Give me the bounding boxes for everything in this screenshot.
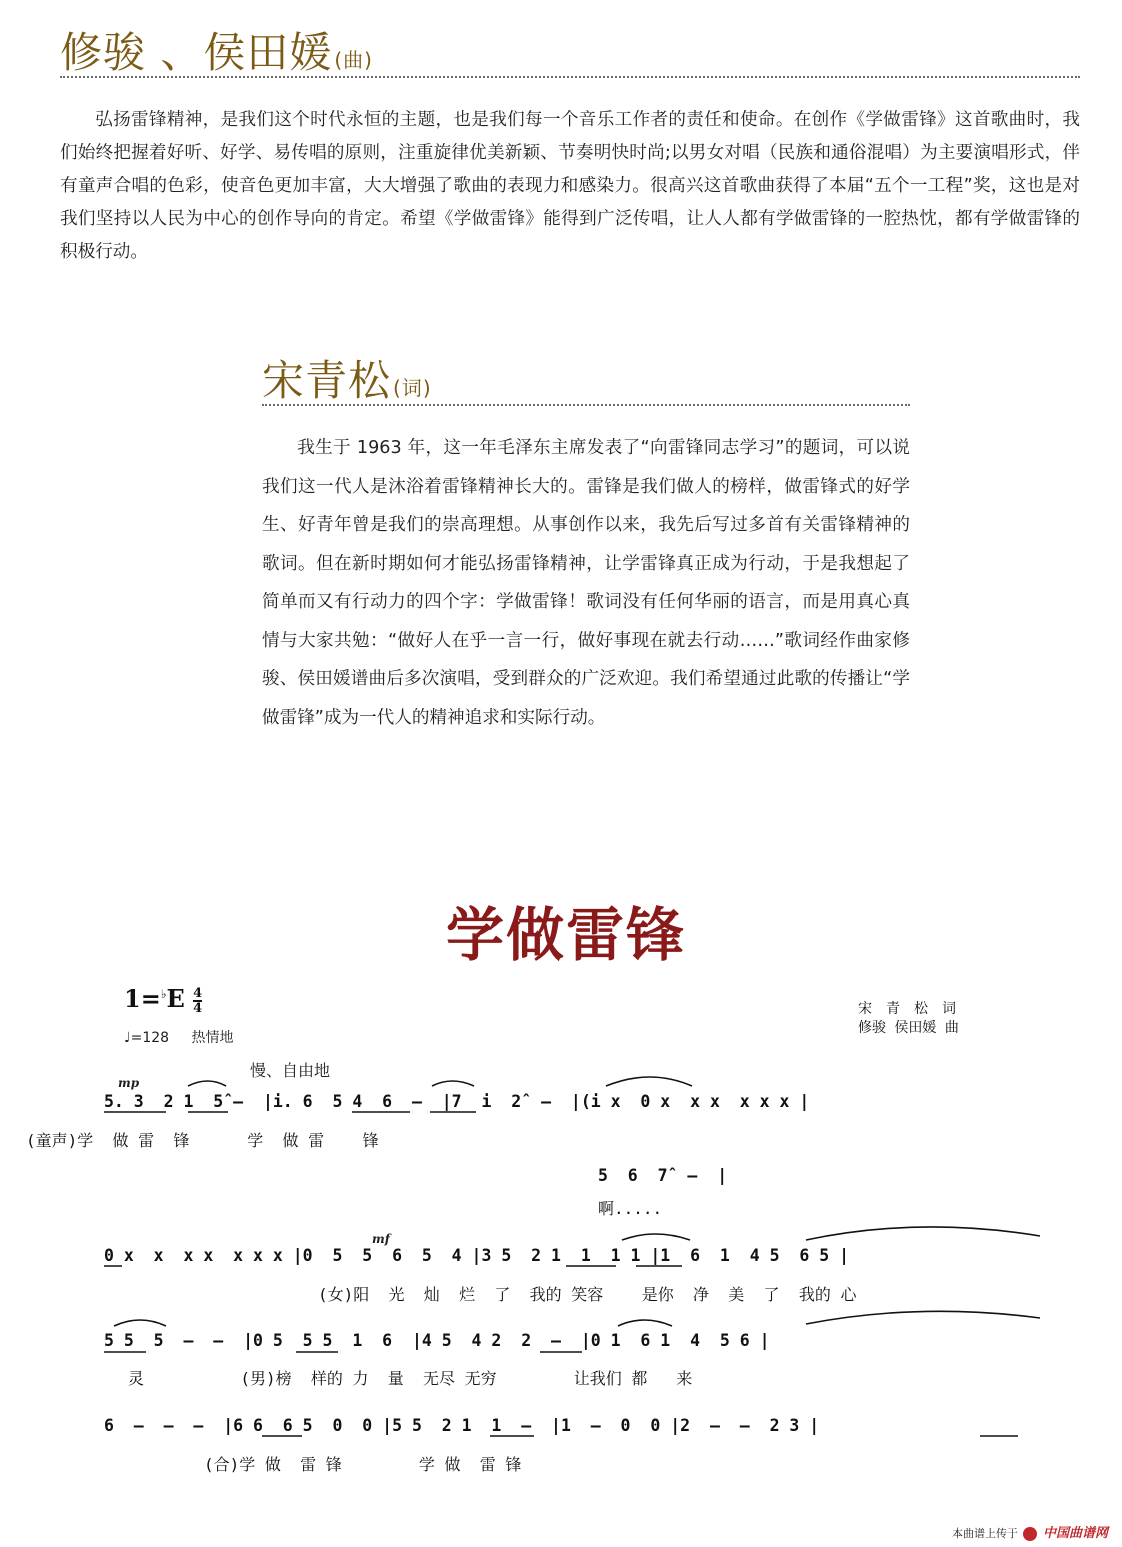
slur xyxy=(806,1311,1040,1324)
mood: 热情地 xyxy=(191,1030,234,1046)
time-top: 4 xyxy=(193,985,203,1001)
slur xyxy=(114,1320,166,1326)
footer-site[interactable]: 中国曲谱网 xyxy=(1042,1526,1108,1541)
score-row-2-lyrics: (女)阳 光 灿 烂 了 我的 笑容 是你 净 美 了 我的 心 xyxy=(318,1285,857,1304)
score-row-4-notes: 6 – – – |6 6 6 5 0 0 |5 5 2 1 1 – |1 – 0 0 |2 – – 2 3 | xyxy=(104,1416,820,1435)
key-note: E xyxy=(166,984,185,1013)
score-row-2-notes: 0 x x x x x x x |0 5 5 6 5 4 |3 5 2 1 1 1 1 |1 6 1 4 5 6 5 | xyxy=(104,1246,850,1265)
lyricist-role: (词) xyxy=(393,376,432,400)
flat-icon: ♭ xyxy=(160,987,167,1001)
footer xyxy=(952,1522,1108,1541)
time-bottom: 4 xyxy=(193,1000,203,1016)
slur xyxy=(618,1320,672,1326)
dynamic-mf: mf xyxy=(372,1232,390,1246)
lyricist-text: 我生于 1963 年，这一年毛泽东主席发表了“向雷锋同志学习”的题词，可以说我们这一代人是沐浴着雷锋精神长大的。雷锋是我们做人的榜样，做雷锋式的好学生、好青年曾是我们的崇高理想。从事创作以来，我先后写过多首有关雷锋精神的歌词。但在新时期如何才能弘扬雷锋精神，让学雷锋真正成为行动，于是我想起了简单而又有行动力的四个字：学做雷锋！歌词没有任何华丽的语言，而是用真心真情与大家共勉：“做好人在乎一言一行，做好事现在就去行动……”歌词经作曲家修骏、侯田媛谱曲后多次演唱，受到群众的广泛欢迎。我们希望通过此歌的传播让“学做雷锋”成为一代人的精神追求和实际行动。 xyxy=(262,438,910,728)
dynamic-mp: mp xyxy=(118,1076,140,1090)
song-title: 学做雷锋 xyxy=(446,901,687,969)
score-row-1b-lyrics: 啊..... xyxy=(598,1199,663,1218)
key-prefix: 1= xyxy=(124,984,161,1013)
slur xyxy=(622,1234,690,1240)
credit-music: 修骏 侯田媛 曲 xyxy=(858,1020,959,1036)
score-row-3-lyrics: 灵 (男)榜 样的 力 量 无尽 无穷 让我们 都 来 xyxy=(128,1369,693,1388)
slur xyxy=(806,1227,1040,1240)
slur xyxy=(432,1081,474,1086)
score-row-1-notes: 5. 3 2 1 5̂ – |i. 6 5 4 6 – |7 i 2̂ – |(i x 0 x x x x x x | xyxy=(104,1092,810,1111)
lyricist-name: 宋青松 xyxy=(262,356,392,405)
credit-lyrics: 宋 青 松 词 xyxy=(858,1001,956,1017)
slur xyxy=(606,1077,692,1086)
composer-name: 修骏 、侯田媛 xyxy=(60,28,333,77)
tempo-mark: ♩=128 xyxy=(124,1030,170,1046)
score-row-1b-notes: 5 6 7̂ – | xyxy=(598,1166,728,1185)
score-row-3-notes: 5 5 5 – – |0 5 5 5 1 6 |4 5 4 2 2 – |0 1 6 1 4 5 6 | xyxy=(104,1331,770,1350)
site-logo-icon xyxy=(1023,1527,1037,1541)
slur xyxy=(188,1081,226,1086)
composer-role: (曲) xyxy=(334,48,373,72)
score-row-1-lyrics: (童声)学 做 雷 锋 学 做 雷 锋 xyxy=(26,1131,379,1150)
composer-text: 弘扬雷锋精神，是我们这个时代永恒的主题，也是我们每一个音乐工作者的责任和使命。在创作《学做雷锋》这首歌曲时，我们始终把握着好听、好学、易传唱的原则，注重旋律优美新颖、节奏明快时尚;以男女对唱（民族和通俗混唱）为主要演唱形式，伴有童声合唱的色彩，使音色更加丰富，大大增强了歌曲的表现力和感染力。很高兴这首歌曲获得了本届“五个一工程”奖，这也是对我们坚持以人民为中心的创作导向的肯定。希望《学做雷锋》能得到广泛传唱，让人人都有学做雷锋的一腔热忱，都有学做雷锋的积极行动。 xyxy=(60,110,1080,262)
footer-text: 本曲谱上传于 xyxy=(951,1527,1018,1540)
score-row-4-lyrics: (合)学 做 雷 锋 学 做 雷 锋 xyxy=(204,1455,522,1474)
direction-free: 慢、自由地 xyxy=(250,1061,331,1080)
